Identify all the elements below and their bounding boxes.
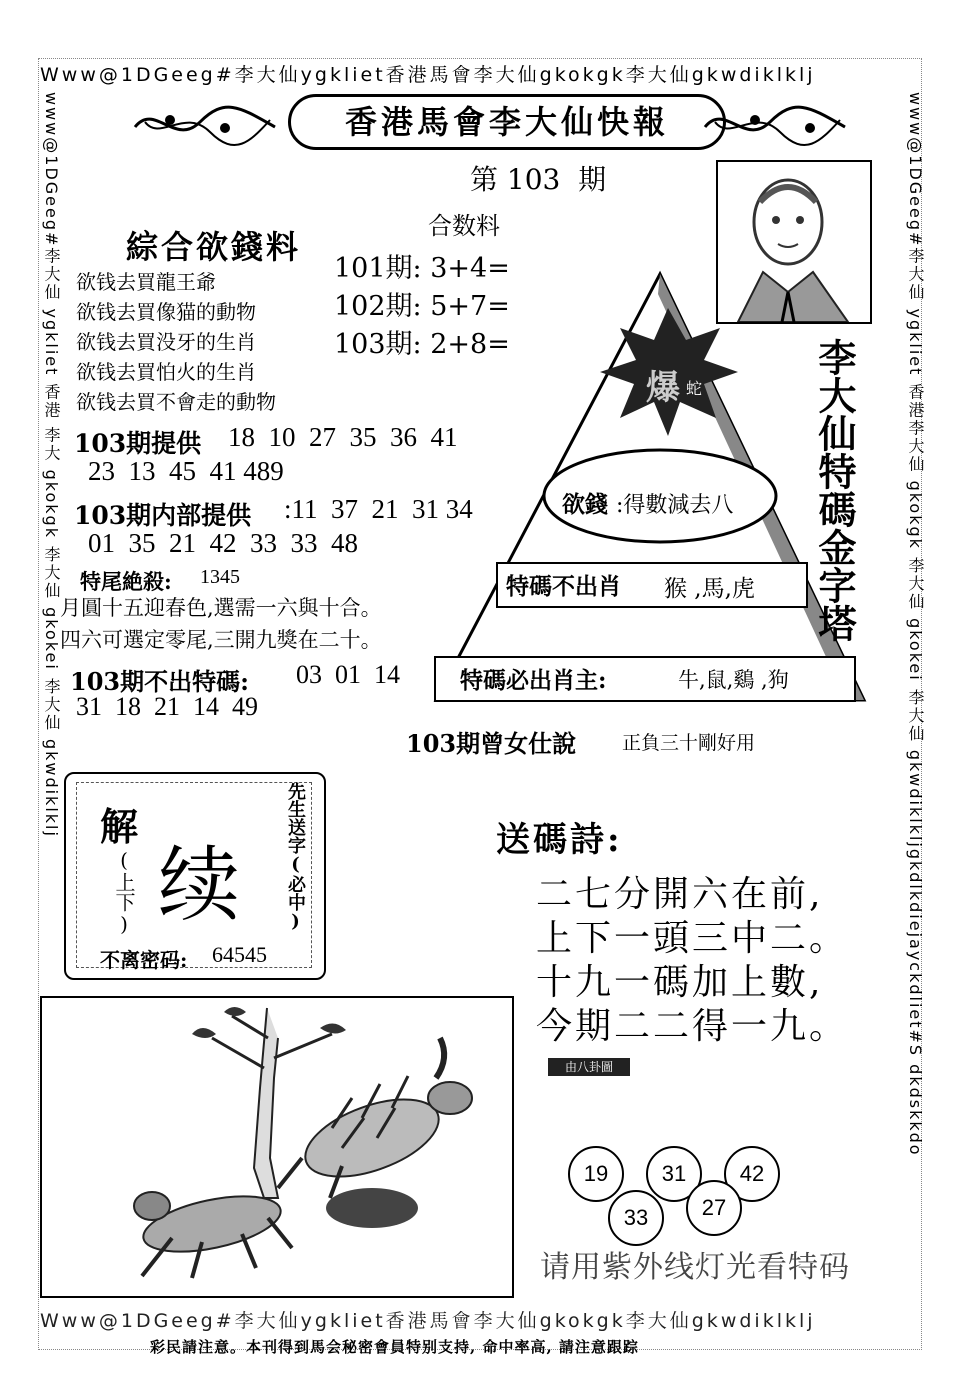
internal-label: 103期内部提供: [74, 501, 252, 530]
burst-main-text: 爆: [646, 368, 680, 408]
riddle-code-label: 不离密码:: [100, 948, 188, 972]
poem-title: 送碼詩:: [496, 820, 623, 860]
lottery-ball: 33: [608, 1190, 664, 1246]
poem-line-4: 今期二二得一九。: [536, 1006, 849, 1047]
heshu-row-102: 102期: 5+7=: [334, 291, 510, 322]
pyramid-row2-label: 特碼不出肖: [506, 573, 621, 600]
pyramid-row3-label: 特碼必出肖主:: [460, 667, 607, 694]
tail-verse-1: 月圓十五迎春色,選需一六與十合。: [60, 596, 382, 620]
watermark-bottom: Www@1DGeeg#李大仙ygkliet香港馬會李大仙gkokgk李大仙gkwdiklklj: [40, 1310, 816, 1332]
heshu-title: 合数料: [428, 212, 500, 240]
burst-sub-text: 蛇: [686, 379, 703, 398]
provide-line-1: 18 10 27 35 36 41: [228, 422, 458, 452]
riddle-side-text: 先生送字(必中): [285, 782, 306, 932]
riddle-line-5: 欲钱去買不會走的動物: [76, 390, 276, 414]
issue-number: 第 103 期: [470, 163, 607, 196]
lottery-ball: 31: [646, 1146, 702, 1202]
no-special-line-2: 31 18 21 14 49: [76, 692, 258, 721]
footer-note: 彩民請注意。本刊得到馬会秘密會員特别支持, 命中率高, 請注意跟踪: [150, 1338, 639, 1356]
no-special-line-1: 03 01 14: [296, 660, 400, 689]
watermark-left: www@1DGeeg#李大仙 ygkliet 香港 李大 gkokgk 李大仙 gkokei 李大仙 gkwdiklklj: [42, 92, 61, 838]
riddles-title: 綜合欲錢料: [126, 228, 302, 266]
no-special-label: 103期不出特碼:: [70, 667, 249, 696]
page-title: 香港馬會李大仙快報: [288, 94, 726, 150]
provide-label: 103期提供: [74, 429, 202, 458]
pyramid-row2-value: 猴 ,馬,虎: [664, 576, 755, 602]
riddle-jie: 解: [100, 804, 139, 849]
lottery-ball: 42: [724, 1146, 780, 1202]
ornament-left-icon: [130, 92, 280, 152]
illustration-frame: [40, 996, 514, 1298]
riddle-line-4: 欲钱去買怕火的生肖: [76, 360, 256, 384]
poem-stamp: 由八卦圖: [548, 1058, 630, 1076]
tail-kill-value: 1345: [200, 566, 240, 588]
lottery-ball: 27: [686, 1180, 742, 1236]
uv-light-note: 请用紫外线灯光看特码: [540, 1250, 850, 1285]
pyramid-side-title: 李大仙特碼金字塔: [812, 338, 857, 642]
heshu-row-101: 101期: 3+4=: [334, 253, 510, 284]
riddle-updown: (上下): [112, 848, 136, 936]
riddle-line-3: 欲钱去買没牙的生肖: [76, 330, 256, 354]
poem-line-3: 十九一碼加上數,: [536, 962, 824, 1003]
pyramid-row1-label: 欲錢: [562, 491, 608, 518]
zeng-label: 103期曾女仕說: [406, 729, 577, 758]
tiger-dog-illustration: [42, 998, 512, 1296]
riddle-line-1: 欲钱去買龍王爺: [76, 270, 216, 294]
tail-kill-label: 特尾絶殺:: [80, 569, 172, 594]
riddle-main-char: 续: [158, 838, 241, 933]
lottery-ball: 19: [568, 1146, 624, 1202]
riddle-line-2: 欲钱去買像猫的動物: [76, 300, 256, 324]
pyramid-row1-value: :得數減去八: [616, 493, 734, 518]
internal-line-2: 01 35 21 42 33 33 48: [88, 528, 358, 558]
internal-line-1: :11 37 21 31 34: [284, 494, 473, 524]
provide-line-2: 23 13 45 41 489: [88, 456, 284, 486]
poem-line-2: 上下一頭三中二。: [536, 918, 849, 959]
pyramid-row3-value: 牛,鼠,鷄 ,狗: [678, 668, 789, 692]
heshu-row-103: 103期: 2+8=: [334, 329, 510, 360]
watermark-top: Www@1DGeeg#李大仙ygkliet香港馬會李大仙gkokgk李大仙gkwdiklklj: [40, 64, 816, 86]
zeng-text: 正負三十剛好用: [622, 732, 756, 754]
header-banner: [130, 92, 850, 152]
riddle-code: 64545: [212, 942, 267, 967]
poem-line-1: 二七分開六在前,: [536, 874, 824, 915]
watermark-right: www@1DGeeg#李大仙 ygkliet 香港李大仙 gkokgk 李大仙 gkokei 李大仙 gkwdiklkljgkdlkdiejayckdliet#S dkdskkdo: [906, 92, 925, 1157]
tail-verse-2: 四六可選定零尾,三開九獎在二十。: [60, 628, 382, 652]
